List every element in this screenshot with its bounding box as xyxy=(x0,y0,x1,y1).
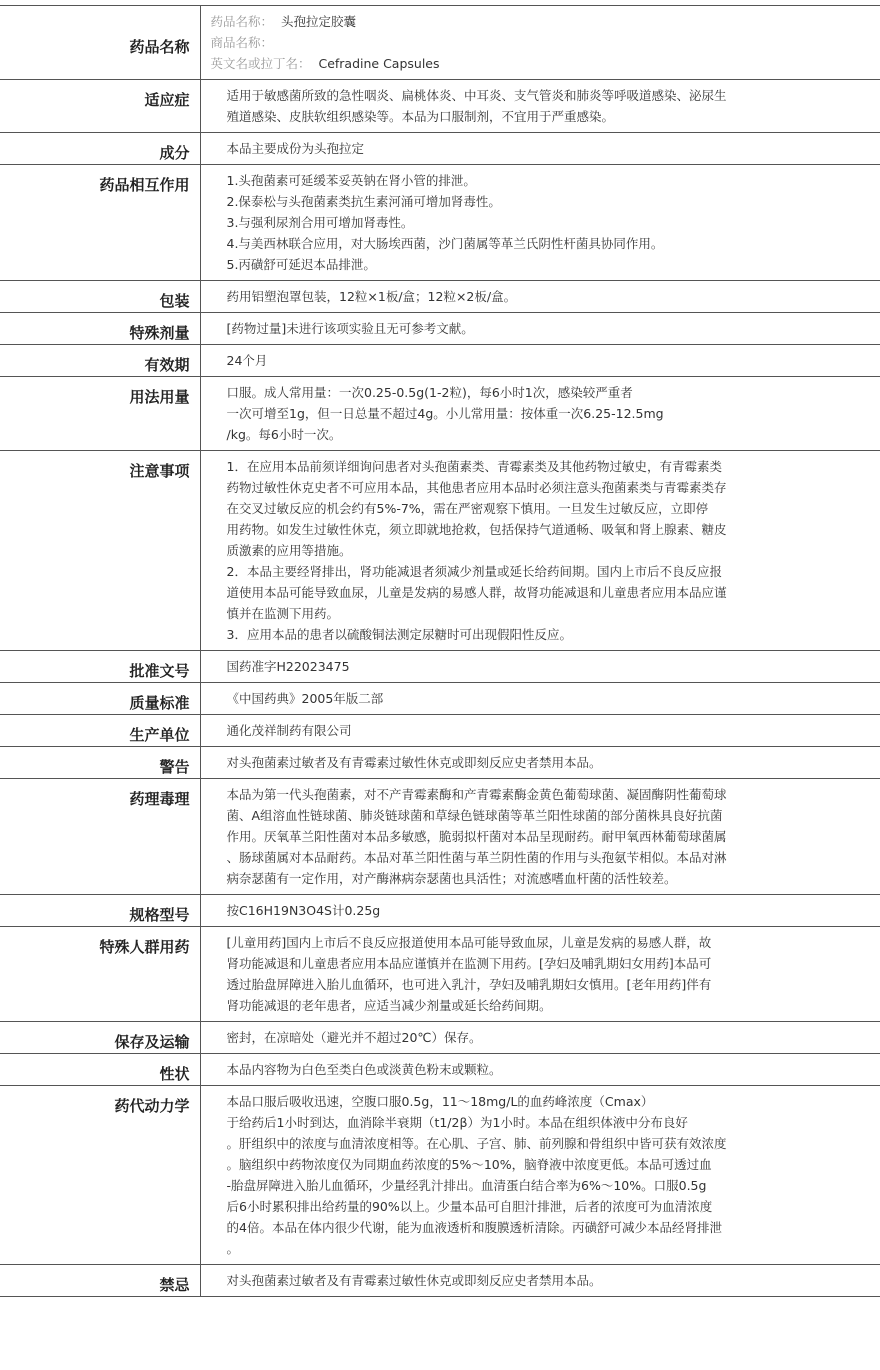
value-line: 殖道感染、皮肤软组织感染等。本品为口服制剂，不宜用于严重感染。 xyxy=(226,109,615,124)
value-line: 道使用本品可能导致血尿，儿童是发病的易感人群，故肾功能减退和儿童患者应用本品应谨 xyxy=(226,585,727,600)
spec-row xyxy=(0,683,880,715)
drug-spec-table xyxy=(0,5,880,1297)
row-label: 特殊剂量 xyxy=(0,313,200,345)
spec-row xyxy=(0,715,880,747)
row-value xyxy=(200,6,880,80)
value-line: 3．应用本品的患者以硫酸铜法测定尿糖时可出现假阳性反应。 xyxy=(226,627,572,642)
generic-name-label: 药品名称： xyxy=(210,14,274,29)
value-line: [儿童用药]国内上市后不良反应报道使用本品可能导致血尿，儿童是发病的易感人群，故 xyxy=(226,935,712,950)
value-line: 。 xyxy=(226,1241,240,1256)
value-line: 《中国药典》2005年版二部 xyxy=(226,691,384,706)
value-line: 药物过敏性休克史者不可应用本品，其他患者应用本品时必须注意头孢菌素类与青霉素类存 xyxy=(226,480,727,495)
row-label: 包装 xyxy=(0,281,200,313)
value-line: 3.与强利尿剂合用可增加肾毒性。 xyxy=(226,215,414,230)
row-value xyxy=(200,1265,880,1297)
row-value xyxy=(200,927,880,1022)
value-line: 、肠球菌属对本品耐药。本品对革兰阳性菌与革兰阴性菌的作用与头孢氨苄相似。本品对淋 xyxy=(226,850,727,865)
row-label: 生产单位 xyxy=(0,715,200,747)
spec-row xyxy=(0,779,880,895)
spec-row xyxy=(0,313,880,345)
spec-row xyxy=(0,80,880,133)
row-label: 性状 xyxy=(0,1054,200,1086)
value-line: 用药物。如发生过敏性休克，须立即就地抢救，包括保持气道通畅、吸氧和肾上腺素、糖皮 xyxy=(226,522,727,537)
trade-name-label: 商品名称： xyxy=(210,35,274,50)
value-line: 后6小时累积排出给药量的90%以上。少量本品可自胆汁排泄，后者的浓度可为血清浓度 xyxy=(226,1199,713,1214)
row-value xyxy=(200,80,880,133)
value-line: 适用于敏感菌所致的急性咽炎、扁桃体炎、中耳炎、支气管炎和肺炎等呼吸道感染、泌尿生 xyxy=(226,88,727,103)
value-line: 在交叉过敏反应的机会约有5%-7%，需在严密观察下慎用。一旦发生过敏反应，立即停 xyxy=(226,501,709,516)
row-label: 特殊人群用药 xyxy=(0,927,200,1022)
row-label: 药理毒理 xyxy=(0,779,200,895)
spec-row xyxy=(0,451,880,651)
spec-row xyxy=(0,377,880,451)
value-line: 本品内容物为白色至类白色或淡黄色粉末或颗粒。 xyxy=(226,1062,502,1077)
value-line: 的4倍。本品在体内很少代谢，能为血液透析和腹膜透析清除。丙磺舒可减少本品经肾排泄 xyxy=(226,1220,722,1235)
value-line: 于给药后1小时到达，血消除半衰期（t1/2β）为1小时。本品在组织体液中分布良好 xyxy=(226,1115,688,1130)
spec-table-body xyxy=(0,6,880,1297)
value-line: 1.头孢菌素可延缓苯妥英钠在肾小管的排泄。 xyxy=(226,173,476,188)
spec-row xyxy=(0,651,880,683)
generic-name-line xyxy=(211,11,789,32)
row-drug-name xyxy=(0,6,880,80)
row-value xyxy=(200,133,880,165)
row-label: 警告 xyxy=(0,747,200,779)
spec-row xyxy=(0,1022,880,1054)
english-name-label: 英文名或拉丁名： xyxy=(210,56,311,71)
english-name-value: Cefradine Capsules xyxy=(318,56,440,71)
value-line: 2．本品主要经肾排出，肾功能减退者须减少剂量或延长给药间期。国内上市后不良反应报 xyxy=(226,564,722,579)
row-value xyxy=(200,1022,880,1054)
value-line: 通化茂祥制药有限公司 xyxy=(226,723,352,738)
trade-name-line xyxy=(211,32,789,53)
value-line: 本品口服后吸收迅速，空腹口服0.5g，11～18mg/L的血药峰浓度（Cmax） xyxy=(226,1094,654,1109)
row-label: 药品名称 xyxy=(0,6,200,80)
spec-row xyxy=(0,1054,880,1086)
row-label: 适应症 xyxy=(0,80,200,133)
spec-row xyxy=(0,895,880,927)
value-line: 24个月 xyxy=(226,353,268,368)
value-line: 国药准字H22023475 xyxy=(226,659,350,674)
spec-row xyxy=(0,1086,880,1265)
row-label: 药代动力学 xyxy=(0,1086,200,1265)
value-line: 肾功能减退和儿童患者应用本品应谨慎并在监测下用药。[孕妇及哺乳期妇女用药]本品可 xyxy=(226,956,712,971)
spec-row xyxy=(0,133,880,165)
value-line: 病奈瑟菌有一定作用，对产酶淋病奈瑟菌也具活性；对流感嗜血杆菌的活性较差。 xyxy=(226,871,677,886)
row-label: 用法用量 xyxy=(0,377,200,451)
value-line: 5.丙磺舒可延迟本品排泄。 xyxy=(226,257,376,272)
row-value xyxy=(200,1054,880,1086)
row-value xyxy=(200,1086,880,1265)
value-line: 药用铝塑泡罩包装，12粒×1板/盒；12粒×2板/盒。 xyxy=(226,289,517,304)
value-line: 按C16H19N3O4S计0.25g xyxy=(226,903,381,918)
value-line: 本品主要成份为头孢拉定 xyxy=(226,141,365,156)
row-value xyxy=(200,165,880,281)
spec-row xyxy=(0,165,880,281)
row-value xyxy=(200,715,880,747)
value-line: 菌、A组溶血性链球菌、肺炎链球菌和草绿色链球菌等革兰阳性球菌的部分菌株具良好抗菌 xyxy=(226,808,723,823)
value-line: 2.保泰松与头孢菌素类抗生素河涌可增加肾毒性。 xyxy=(226,194,501,209)
generic-name-value: 头孢拉定胶囊 xyxy=(280,14,356,29)
row-value xyxy=(200,345,880,377)
spec-row xyxy=(0,747,880,779)
row-value xyxy=(200,683,880,715)
value-line: 口服。成人常用量：一次0.25-0.5g(1-2粒)，每6小时1次，感染较严重者 xyxy=(226,385,633,400)
value-line: 对头孢菌素过敏者及有青霉素过敏性休克或即刻反应史者禁用本品。 xyxy=(226,755,602,770)
row-value xyxy=(200,895,880,927)
value-line: 4.与美西林联合应用，对大肠埃西菌，沙门菌属等革兰氏阴性杆菌具协同作用。 xyxy=(226,236,664,251)
english-name-line xyxy=(211,53,789,74)
row-label: 禁忌 xyxy=(0,1265,200,1297)
row-label: 成分 xyxy=(0,133,200,165)
value-line: 本品为第一代头孢菌素，对不产青霉素酶和产青霉素酶金黄色葡萄球菌、凝固酶阴性葡萄球 xyxy=(226,787,727,802)
row-label: 规格型号 xyxy=(0,895,200,927)
value-line: /kg。每6小时一次。 xyxy=(226,427,342,442)
spec-row xyxy=(0,927,880,1022)
row-label: 有效期 xyxy=(0,345,200,377)
value-line: 。脑组织中药物浓度仅为同期血药浓度的5%～10%，脑脊液中浓度更低。本品可透过血 xyxy=(226,1157,712,1172)
value-line: 透过胎盘屏障进入胎儿血循环，也可进入乳汁，孕妇及哺乳期妇女慎用。[老年用药]伴有 xyxy=(226,977,712,992)
value-line: [药物过量]未进行该项实验且无可参考文献。 xyxy=(226,321,474,336)
value-line: 质激素的应用等措施。 xyxy=(226,543,352,558)
value-line: -胎盘屏障进入胎儿血循环，少量经乳汁排出。血清蛋白结合率为6%～10%。口服0.5g xyxy=(226,1178,707,1193)
value-line: 作用。厌氧革兰阳性菌对本品多敏感，脆弱拟杆菌对本品呈现耐药。耐甲氧西林葡萄球菌属 xyxy=(226,829,727,844)
row-value xyxy=(200,747,880,779)
row-value xyxy=(200,779,880,895)
row-value xyxy=(200,651,880,683)
row-value xyxy=(200,313,880,345)
spec-row xyxy=(0,345,880,377)
row-value xyxy=(200,281,880,313)
row-label: 批准文号 xyxy=(0,651,200,683)
row-value xyxy=(200,451,880,651)
value-line: 密封，在凉暗处（避光并不超过20℃）保存。 xyxy=(226,1030,482,1045)
value-line: 1．在应用本品前须详细询问患者对头孢菌素类、青霉素类及其他药物过敏史，有青霉素类 xyxy=(226,459,722,474)
value-line: 慎并在监测下用药。 xyxy=(226,606,340,621)
value-line: 。肝组织中的浓度与血清浓度相等。在心肌、子宫、肺、前列腺和骨组织中皆可获有效浓度 xyxy=(226,1136,727,1151)
value-line: 对头孢菌素过敏者及有青霉素过敏性休克或即刻反应史者禁用本品。 xyxy=(226,1273,602,1288)
row-label: 质量标准 xyxy=(0,683,200,715)
spec-row xyxy=(0,1265,880,1297)
value-line: 肾功能减退的老年患者，应适当减少剂量或延长给药间期。 xyxy=(226,998,552,1013)
row-label: 药品相互作用 xyxy=(0,165,200,281)
value-line: 一次可增至1g，但一日总量不超过4g。小儿常用量：按体重一次6.25-12.5mg xyxy=(226,406,664,421)
spec-row xyxy=(0,281,880,313)
row-label: 保存及运输 xyxy=(0,1022,200,1054)
row-value xyxy=(200,377,880,451)
row-label: 注意事项 xyxy=(0,451,200,651)
